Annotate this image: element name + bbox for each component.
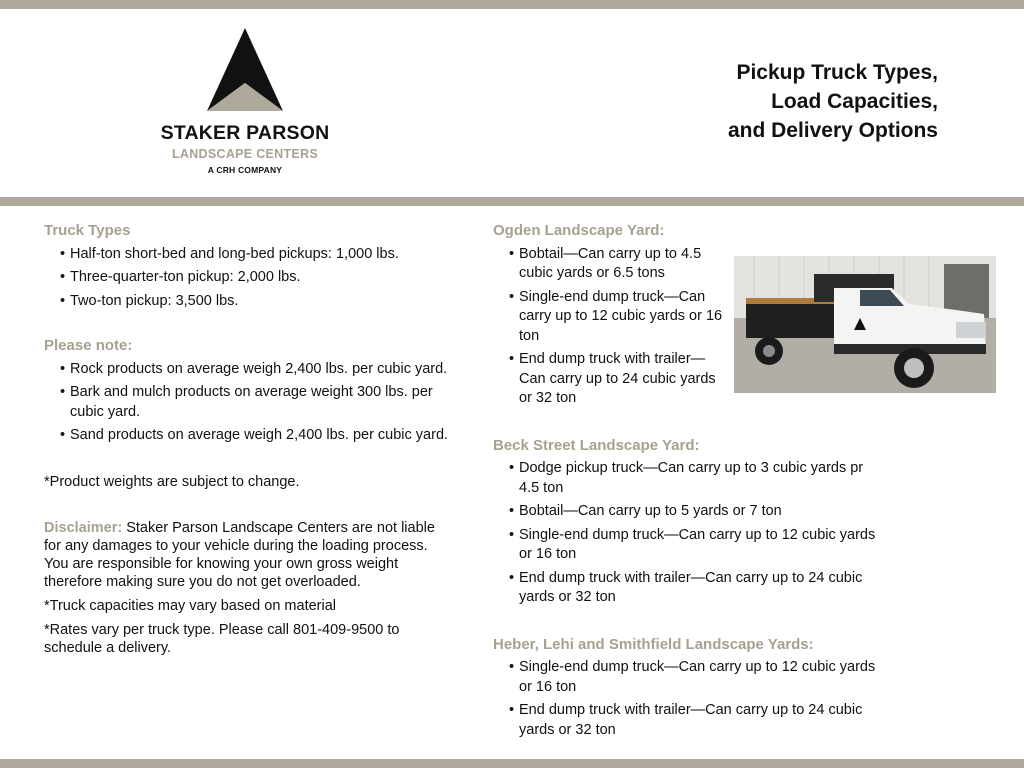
- title-line-3: and Delivery Options: [727, 119, 938, 142]
- disclaimer-label: Disclaimer:: [44, 520, 123, 536]
- list-item: • Bobtail—Can carry up to 4.5 cubic yards or 6.5 tons: [493, 245, 725, 284]
- list-item: • Single-end dump truck—Can carry up to 12 cubic yards or 16 ton: [493, 288, 725, 347]
- bottom-bar: [0, 759, 1024, 768]
- list-item: • End dump truck with trailer—Can carry up to 24 cubic yards or 32 ton: [493, 701, 885, 740]
- disclaimer-text: Staker Parson Landscape Centers are not liable for any damages to your vehicle during the loading process. You are responsible for knowing your own gross weight therefore making sure you do not get overloaded.: [44, 520, 435, 590]
- dump-truck-photo: [734, 256, 996, 393]
- list-item: • Dodge pickup truck—Can carry up to 3 cubic yards pr 4.5 ton: [493, 459, 885, 498]
- please-note-heading: Please note:: [44, 337, 133, 354]
- logo-brand: STAKER PARSON: [160, 122, 330, 144]
- page-title: [728, 58, 938, 145]
- beck-street-list: [493, 459, 885, 608]
- list-item: • Three-quarter-ton pickup: 2,000 lbs.: [44, 268, 454, 288]
- list-item: • Rock products on average weigh 2,400 lbs. per cubic yard.: [44, 360, 454, 380]
- list-item: • Bark and mulch products on average weight 300 lbs. per cubic yard.: [44, 383, 454, 422]
- rates-note: *Rates vary per truck type. Please call 801-409-9500 to schedule a delivery.: [44, 621, 400, 656]
- title-line-1: Pickup Truck Types,: [736, 61, 938, 84]
- list-item: • Half-ton short-bed and long-bed pickups: 1,000 lbs.: [44, 245, 454, 265]
- list-item: • End dump truck with trailer—Can carry up to 24 cubic yards or 32 ton: [493, 350, 725, 409]
- divider-bar: [0, 197, 1024, 206]
- title-line-2: Load Capacities,: [771, 90, 938, 113]
- list-item: • Single-end dump truck—Can carry up to 12 cubic yards or 16 ton: [493, 526, 885, 565]
- list-item: • Two-ton pickup: 3,500 lbs.: [44, 292, 454, 312]
- beck-street-heading: Beck Street Landscape Yard:: [493, 436, 700, 454]
- product-weights-note: *Product weights are subject to change.: [44, 473, 300, 490]
- staker-parson-logo: [140, 26, 350, 175]
- left-column: [44, 221, 454, 657]
- please-note-list: [44, 360, 454, 446]
- truck-types-list: [44, 245, 454, 312]
- logo-company: A CRH COMPANY: [207, 165, 283, 175]
- heber-lehi-smithfield-heading: Heber, Lehi and Smithfield Landscape Yards:: [493, 635, 814, 653]
- disclaimer: [44, 519, 454, 591]
- list-item: • Sand products on average weigh 2,400 lbs. per cubic yard.: [44, 426, 454, 446]
- heber-lehi-smithfield-list: [493, 658, 885, 740]
- ogden-heading: Ogden Landscape Yard:: [493, 222, 665, 239]
- ogden-list: [493, 245, 725, 409]
- logo-subtitle: LANDSCAPE CENTERS: [171, 147, 319, 161]
- list-item: • End dump truck with trailer—Can carry up to 24 cubic yards or 32 ton: [493, 569, 885, 608]
- list-item: • Single-end dump truck—Can carry up to 12 cubic yards or 16 ton: [493, 658, 885, 697]
- triangle-logo-icon: [205, 26, 285, 114]
- truck-types-heading: Truck Types: [44, 222, 131, 239]
- capacities-note: *Truck capacities may vary based on material: [44, 598, 336, 614]
- list-item: • Bobtail—Can carry up to 5 yards or 7 ton: [493, 502, 885, 522]
- top-bar: [0, 0, 1024, 9]
